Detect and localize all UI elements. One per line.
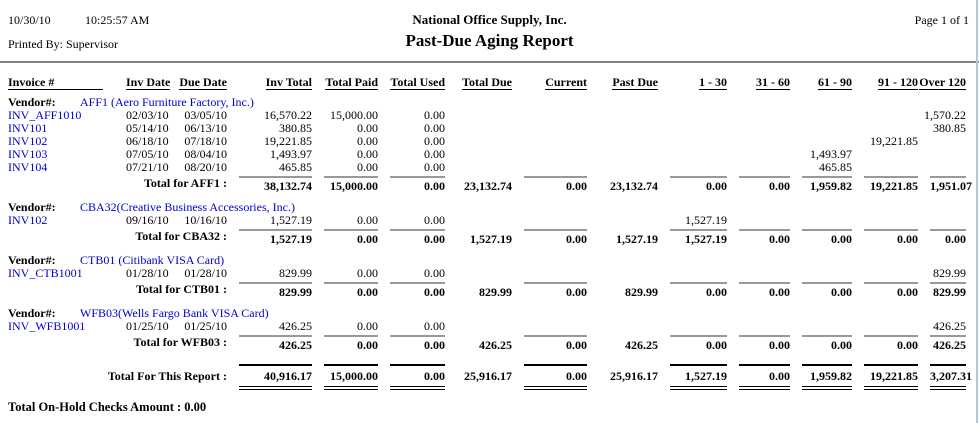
invoice-cell: 0.00	[424, 108, 445, 122]
report-title: Past-Due Aging Report	[405, 31, 574, 50]
report-time: 10:25:57 AM	[85, 13, 150, 27]
vendor-link[interactable]: WFB03(Wells Fargo Bank VISA Card)	[80, 306, 269, 320]
col-invoice-number: Invoice #	[8, 75, 103, 90]
invoice-cell	[445, 122, 512, 135]
vendor-total-cell: 1,951.07	[930, 176, 966, 193]
col-31-60: 31 - 60	[756, 75, 790, 89]
invoice-cell: 380.85	[933, 121, 966, 135]
vendor-total-cell: 829.99	[625, 285, 658, 299]
invoice-cell	[587, 267, 658, 280]
invoice-cell	[658, 267, 727, 280]
vendor-total-label: Total for CTB01 :	[135, 282, 227, 296]
col-inv-date: Inv Date	[126, 75, 171, 89]
invoice-cell: 0.00	[357, 134, 378, 148]
invoice-cell	[727, 320, 790, 333]
vendor-section	[8, 201, 979, 246]
col-61-90: 61 - 90	[818, 75, 852, 89]
invoice-link[interactable]: INV103	[8, 147, 48, 161]
page-header	[0, 0, 979, 63]
invoice-cell: 06/13/10	[184, 121, 227, 135]
vendor-total-cell: 829.99	[479, 285, 512, 299]
col-total-paid: Total Paid	[325, 75, 378, 89]
report-total-cell: 25,916.17	[610, 369, 658, 383]
invoice-cell: 07/18/10	[184, 134, 227, 148]
invoice-cell: 1,527.19	[270, 213, 312, 227]
vendor-link[interactable]: CBA32(Creative Business Accessories, Inc.)	[80, 200, 295, 214]
vendor-total-cell: 426.25	[625, 338, 658, 352]
vendor-total-row	[8, 229, 979, 246]
vendor-total-cell: 0.00	[802, 282, 852, 299]
invoice-cell	[587, 161, 658, 174]
col-total-due: Total Due	[462, 75, 512, 89]
vendor-total-cell: 1,527.19	[670, 229, 727, 246]
invoice-cell: 0.00	[424, 266, 445, 280]
invoice-cell	[512, 267, 587, 280]
vendor-total-cell: 1,527.19	[470, 232, 512, 246]
vendor-total-cell: 0.00	[324, 335, 378, 352]
invoice-row	[8, 267, 979, 280]
invoice-cell: 15,000.00	[330, 108, 378, 122]
invoice-cell	[852, 214, 918, 227]
vendor-total-cell: 1,959.82	[802, 176, 852, 193]
invoice-cell: 426.25	[933, 319, 966, 333]
report-total-cell: 3,207.31	[930, 364, 966, 390]
invoice-link[interactable]: INV_AFF1010	[8, 108, 82, 122]
vendor-total-row	[8, 282, 979, 299]
invoice-cell	[918, 135, 966, 148]
invoice-cell	[918, 161, 966, 174]
on-hold-checks-value: 0.00	[184, 400, 207, 414]
invoice-cell	[852, 320, 918, 333]
vendor-total-cell: 0.00	[802, 229, 852, 246]
report-total-cell: 0.00	[524, 364, 587, 390]
invoice-cell: 0.00	[424, 121, 445, 135]
invoice-cell	[918, 148, 966, 161]
invoice-cell	[512, 122, 587, 135]
invoice-row	[8, 161, 979, 174]
invoice-cell	[727, 148, 790, 161]
invoice-cell	[587, 135, 658, 148]
vendor-total-cell: 0.00	[739, 335, 790, 352]
invoice-cell	[790, 214, 852, 227]
vendor-link[interactable]: AFF1 (Aero Furniture Factory, Inc.)	[80, 95, 254, 109]
invoice-cell: 0.00	[357, 160, 378, 174]
invoice-cell: 465.85	[279, 160, 312, 174]
report-content	[0, 75, 979, 390]
invoice-cell: 829.99	[279, 266, 312, 280]
company-name: National Office Supply, Inc.	[412, 12, 567, 27]
invoice-link[interactable]: INV_CTB1001	[8, 266, 83, 280]
invoice-link[interactable]: INV_WFB1001	[8, 319, 86, 333]
vendor-total-cell: 15,000.00	[324, 176, 378, 193]
invoice-cell	[727, 214, 790, 227]
vendor-total-cell: 1,527.19	[239, 229, 312, 246]
report-body	[8, 96, 979, 352]
col-past-due: Past Due	[612, 75, 658, 89]
invoice-cell	[852, 109, 918, 122]
vendor-total-row	[8, 176, 979, 193]
invoice-cell: 09/16/10	[126, 213, 169, 227]
vendor-total-cell: 1,527.19	[616, 232, 658, 246]
report-total-row	[8, 364, 979, 390]
vendor-total-cell: 0.00	[864, 335, 918, 352]
invoice-cell	[852, 148, 918, 161]
invoice-cell	[587, 214, 658, 227]
vendor-number-label: Vendor#:	[8, 200, 56, 214]
invoice-cell	[658, 122, 727, 135]
invoice-link[interactable]: INV104	[8, 160, 48, 174]
col-due-date: Due Date	[179, 75, 227, 89]
invoice-cell	[587, 148, 658, 161]
page-number: Page 1 of 1	[914, 13, 969, 27]
invoice-cell	[727, 161, 790, 174]
report-total-cell: 19,221.85	[864, 364, 918, 390]
invoice-cell: 06/18/10	[126, 134, 169, 148]
invoice-cell: 0.00	[424, 213, 445, 227]
vendor-total-cell: 0.00	[390, 282, 445, 299]
invoice-cell: 07/05/10	[126, 147, 169, 161]
invoice-cell: 465.85	[819, 160, 852, 174]
invoice-link[interactable]: INV101	[8, 121, 48, 135]
window-right-edge	[976, 0, 978, 423]
invoice-cell	[445, 214, 512, 227]
vendor-total-cell: 0.00	[670, 335, 727, 352]
invoice-cell	[512, 320, 587, 333]
invoice-row	[8, 214, 979, 227]
invoice-cell: 1,493.97	[270, 147, 312, 161]
vendor-total-cell: 0.00	[324, 229, 378, 246]
vendor-total-cell: 23,132.74	[610, 179, 658, 193]
invoice-cell: 19,221.85	[870, 134, 918, 148]
invoice-cell: 0.00	[424, 160, 445, 174]
vendor-total-cell: 0.00	[802, 335, 852, 352]
invoice-cell	[658, 320, 727, 333]
invoice-cell: 01/25/10	[126, 319, 169, 333]
vendor-total-cell: 0.00	[864, 229, 918, 246]
invoice-cell	[852, 267, 918, 280]
vendor-total-cell: 0.00	[324, 282, 378, 299]
invoice-cell	[658, 161, 727, 174]
vendor-total-cell: 0.00	[524, 335, 587, 352]
invoice-cell: 07/21/10	[126, 160, 169, 174]
vendor-total-cell: 38,132.74	[239, 176, 312, 193]
invoice-cell: 02/03/10	[126, 108, 169, 122]
invoice-cell	[790, 267, 852, 280]
invoice-cell	[918, 214, 966, 227]
vendor-number-label: Vendor#:	[8, 95, 56, 109]
invoice-cell	[445, 161, 512, 174]
col-1-30: 1 - 30	[699, 75, 727, 89]
report-total-label: Total For This Report :	[107, 369, 227, 383]
invoice-cell: 1,570.22	[924, 108, 966, 122]
invoice-cell	[587, 122, 658, 135]
vendor-total-label: Total for WFB03 :	[133, 335, 227, 349]
vendor-total-cell: 0.00	[390, 335, 445, 352]
invoice-cell	[658, 148, 727, 161]
vendor-link[interactable]: CTB01 (Citibank VISA Card)	[80, 253, 225, 267]
vendor-total-row	[8, 335, 979, 352]
report-total-cell: 15,000.00	[324, 364, 378, 390]
vendor-total-cell: 0.00	[390, 229, 445, 246]
invoice-cell: 1,493.97	[810, 147, 852, 161]
report-total-cell: 25,916.17	[464, 369, 512, 383]
invoice-cell: 08/20/10	[184, 160, 227, 174]
vendor-total-cell: 0.00	[390, 176, 445, 193]
report-total-cell: 1,527.19	[670, 364, 727, 390]
invoice-cell: 0.00	[357, 213, 378, 227]
invoice-cell	[790, 109, 852, 122]
vendor-total-cell: 426.25	[930, 335, 966, 352]
report-date: 10/30/10	[8, 13, 51, 27]
vendor-total-cell: 23,132.74	[464, 179, 512, 193]
invoice-cell: 01/28/10	[184, 266, 227, 280]
on-hold-checks-label: Total On-Hold Checks Amount :	[8, 400, 182, 414]
invoice-cell	[445, 320, 512, 333]
vendor-total-cell: 0.00	[739, 176, 790, 193]
invoice-cell: 05/14/10	[126, 121, 169, 135]
invoice-cell: 16,570.22	[264, 108, 312, 122]
col-over-120: Over 120	[919, 75, 966, 89]
invoice-cell: 0.00	[424, 319, 445, 333]
printed-by: Printed By: Supervisor	[8, 37, 118, 51]
vendor-total-cell: 0.00	[739, 229, 790, 246]
invoice-cell	[852, 161, 918, 174]
invoice-cell	[727, 135, 790, 148]
vendor-total-cell: 19,221.85	[864, 176, 918, 193]
invoice-cell: 0.00	[357, 266, 378, 280]
col-inv-total: Inv Total	[265, 75, 312, 89]
vendor-number-label: Vendor#:	[8, 306, 56, 320]
vendor-total-cell: 0.00	[670, 282, 727, 299]
vendor-total-label: Total for CBA32 :	[135, 229, 227, 243]
invoice-cell: 380.85	[279, 121, 312, 135]
col-91-120: 91 - 120	[878, 75, 918, 89]
invoice-cell	[727, 109, 790, 122]
invoice-cell	[445, 135, 512, 148]
vendor-total-cell: 0.00	[524, 282, 587, 299]
invoice-cell: 19,221.85	[264, 134, 312, 148]
invoice-cell: 0.00	[357, 319, 378, 333]
vendor-total-cell: 0.00	[930, 229, 966, 246]
report-total-cell: 0.00	[390, 364, 445, 390]
invoice-cell	[587, 109, 658, 122]
invoice-cell	[445, 267, 512, 280]
report-total-cell: 40,916.17	[239, 364, 312, 390]
vendor-section	[8, 96, 979, 193]
invoice-cell: 426.25	[279, 319, 312, 333]
invoice-cell	[445, 148, 512, 161]
invoice-cell: 0.00	[424, 134, 445, 148]
invoice-cell	[790, 122, 852, 135]
vendor-total-cell: 426.25	[239, 335, 312, 352]
invoice-cell	[512, 148, 587, 161]
vendor-total-cell: 0.00	[524, 229, 587, 246]
col-total-used: Total Used	[390, 75, 445, 89]
invoice-cell	[658, 109, 727, 122]
col-current: Current	[545, 75, 587, 89]
invoice-cell	[512, 135, 587, 148]
invoice-cell: 1,527.19	[685, 213, 727, 227]
invoice-cell: 829.99	[933, 266, 966, 280]
invoice-cell: 08/04/10	[184, 147, 227, 161]
invoice-cell	[512, 214, 587, 227]
vendor-total-cell: 0.00	[524, 176, 587, 193]
vendor-total-cell: 829.99	[239, 282, 312, 299]
invoice-link[interactable]: INV102	[8, 134, 48, 148]
invoice-cell	[445, 109, 512, 122]
vendor-total-label: Total for AFF1 :	[144, 176, 227, 190]
invoice-cell: 0.00	[357, 147, 378, 161]
on-hold-checks-line	[8, 400, 979, 415]
vendor-section	[8, 307, 979, 352]
vendor-total-cell: 0.00	[739, 282, 790, 299]
invoice-cell	[512, 161, 587, 174]
vendor-total-cell: 426.25	[479, 338, 512, 352]
vendor-total-cell: 829.99	[930, 282, 966, 299]
table-header-row	[8, 75, 979, 92]
invoice-cell: 0.00	[424, 147, 445, 161]
vendor-total-cell: 0.00	[670, 176, 727, 193]
invoice-link[interactable]: INV102	[8, 213, 48, 227]
invoice-row	[8, 320, 979, 333]
invoice-cell: 0.00	[357, 121, 378, 135]
vendor-total-cell: 0.00	[864, 282, 918, 299]
invoice-cell	[512, 109, 587, 122]
invoice-cell	[790, 320, 852, 333]
vendor-section	[8, 254, 979, 299]
report-total-cell: 0.00	[739, 364, 790, 390]
invoice-cell	[658, 135, 727, 148]
invoice-cell	[727, 267, 790, 280]
invoice-cell: 03/05/10	[184, 108, 227, 122]
invoice-cell	[587, 320, 658, 333]
invoice-cell: 10/16/10	[184, 213, 227, 227]
invoice-cell: 01/25/10	[184, 319, 227, 333]
report-total-cell: 1,959.82	[802, 364, 852, 390]
invoice-cell: 01/28/10	[126, 266, 169, 280]
invoice-cell	[727, 122, 790, 135]
vendor-number-label: Vendor#:	[8, 253, 56, 267]
